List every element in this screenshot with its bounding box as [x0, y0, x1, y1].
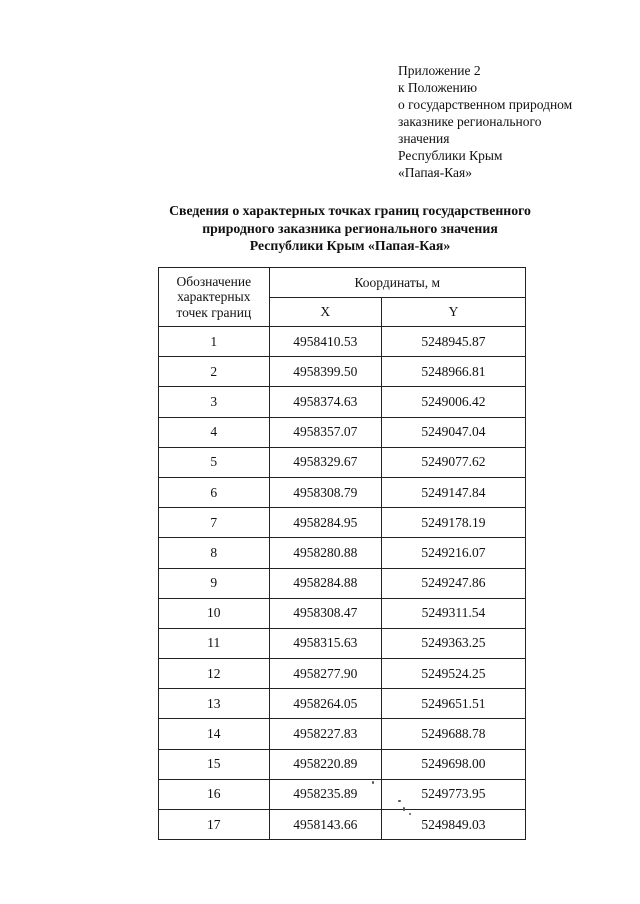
- table-row: [159, 327, 526, 357]
- x-coordinate-cell: 4958277.90: [269, 659, 381, 689]
- x-coordinate-cell: 4958308.47: [269, 598, 381, 628]
- coordinates-table: [158, 267, 526, 840]
- scan-mark: [403, 807, 405, 811]
- y-coordinate-cell: 5249216.07: [381, 538, 525, 568]
- y-coordinate-cell: 5249077.62: [381, 447, 525, 477]
- point-number-cell: 4: [159, 417, 270, 447]
- y-coordinate-cell: 5249698.00: [381, 749, 525, 779]
- point-number-cell: 11: [159, 628, 270, 658]
- appendix-note: [398, 62, 618, 181]
- point-number-cell: 17: [159, 810, 270, 840]
- x-coordinate-cell: 4958235.89: [269, 779, 381, 809]
- header-line: Обозначение: [176, 273, 252, 289]
- document-title: [40, 202, 640, 255]
- point-number-cell: 12: [159, 659, 270, 689]
- y-coordinate-cell: 5249524.25: [381, 659, 525, 689]
- table-row: [159, 477, 526, 507]
- y-coordinate-cell: 5249006.42: [381, 387, 525, 417]
- x-coordinate-cell: 4958399.50: [269, 357, 381, 387]
- y-coordinate-cell: 5249178.19: [381, 508, 525, 538]
- x-coordinate-cell: 4958308.79: [269, 477, 381, 507]
- point-number-cell: 9: [159, 568, 270, 598]
- x-coordinate-cell: 4958280.88: [269, 538, 381, 568]
- point-number-cell: 14: [159, 719, 270, 749]
- table-row: [159, 568, 526, 598]
- x-coordinate-cell: 4958329.67: [269, 447, 381, 477]
- y-coordinate-cell: 5249651.51: [381, 689, 525, 719]
- point-number-cell: 8: [159, 538, 270, 568]
- y-coordinate-cell: 5248966.81: [381, 357, 525, 387]
- table-row: [159, 387, 526, 417]
- point-number-cell: 16: [159, 779, 270, 809]
- appendix-line: Республики Крым: [398, 148, 503, 163]
- point-number-cell: 5: [159, 447, 270, 477]
- header-coordinates: Координаты, м: [269, 268, 525, 298]
- header-line: точек границ: [176, 304, 252, 320]
- x-coordinate-cell: 4958284.88: [269, 568, 381, 598]
- y-coordinate-cell: 5249773.95: [381, 779, 525, 809]
- y-coordinate-cell: 5248945.87: [381, 327, 525, 357]
- x-coordinate-cell: 4958143.66: [269, 810, 381, 840]
- appendix-line: заказнике регионального: [398, 114, 542, 129]
- x-coordinate-cell: 4958220.89: [269, 749, 381, 779]
- table-row: [159, 659, 526, 689]
- point-number-cell: 7: [159, 508, 270, 538]
- x-coordinate-cell: 4958315.63: [269, 628, 381, 658]
- table-row: [159, 417, 526, 447]
- y-coordinate-cell: 5249247.86: [381, 568, 525, 598]
- x-coordinate-cell: 4958264.05: [269, 689, 381, 719]
- title-line: Сведения о характерных точках границ государственного: [169, 203, 531, 218]
- table-row: [159, 598, 526, 628]
- point-number-cell: 2: [159, 357, 270, 387]
- table-row: [159, 749, 526, 779]
- appendix-line: о государственном природном: [398, 97, 573, 112]
- y-coordinate-cell: 5249688.78: [381, 719, 525, 749]
- table-body: [159, 327, 526, 840]
- header-y: Y: [381, 298, 525, 327]
- point-number-cell: 15: [159, 749, 270, 779]
- scan-mark: [398, 800, 401, 802]
- y-coordinate-cell: 5249311.54: [381, 598, 525, 628]
- x-coordinate-cell: 4958227.83: [269, 719, 381, 749]
- point-number-cell: 1: [159, 327, 270, 357]
- x-coordinate-cell: 4958374.63: [269, 387, 381, 417]
- scan-mark: [372, 781, 374, 784]
- table-row: [159, 357, 526, 387]
- y-coordinate-cell: 5249147.84: [381, 477, 525, 507]
- point-number-cell: 6: [159, 477, 270, 507]
- x-coordinate-cell: 4958357.07: [269, 417, 381, 447]
- y-coordinate-cell: 5249849.03: [381, 810, 525, 840]
- table-row: [159, 719, 526, 749]
- title-line: природного заказника регионального значения: [202, 220, 498, 236]
- title-line: Республики Крым «Папая-Кая»: [249, 238, 451, 253]
- appendix-line: значения: [398, 131, 450, 146]
- x-coordinate-cell: 4958284.95: [269, 508, 381, 538]
- x-coordinate-cell: 4958410.53: [269, 327, 381, 357]
- table-row: [159, 628, 526, 658]
- appendix-line: к Положению: [398, 80, 478, 95]
- header-line: характерных: [177, 289, 251, 305]
- point-number-cell: 13: [159, 689, 270, 719]
- appendix-line: «Папая-Кая»: [398, 165, 473, 180]
- header-point-designation: [159, 268, 270, 327]
- table-row: [159, 508, 526, 538]
- table-row: [159, 689, 526, 719]
- table-row: [159, 779, 526, 809]
- y-coordinate-cell: 5249363.25: [381, 628, 525, 658]
- scan-mark: [409, 813, 411, 815]
- point-number-cell: 3: [159, 387, 270, 417]
- table-row: [159, 810, 526, 840]
- appendix-line: Приложение 2: [398, 63, 481, 78]
- point-number-cell: 10: [159, 598, 270, 628]
- table-row: [159, 447, 526, 477]
- header-x: X: [269, 298, 381, 327]
- table-row: [159, 538, 526, 568]
- y-coordinate-cell: 5249047.04: [381, 417, 525, 447]
